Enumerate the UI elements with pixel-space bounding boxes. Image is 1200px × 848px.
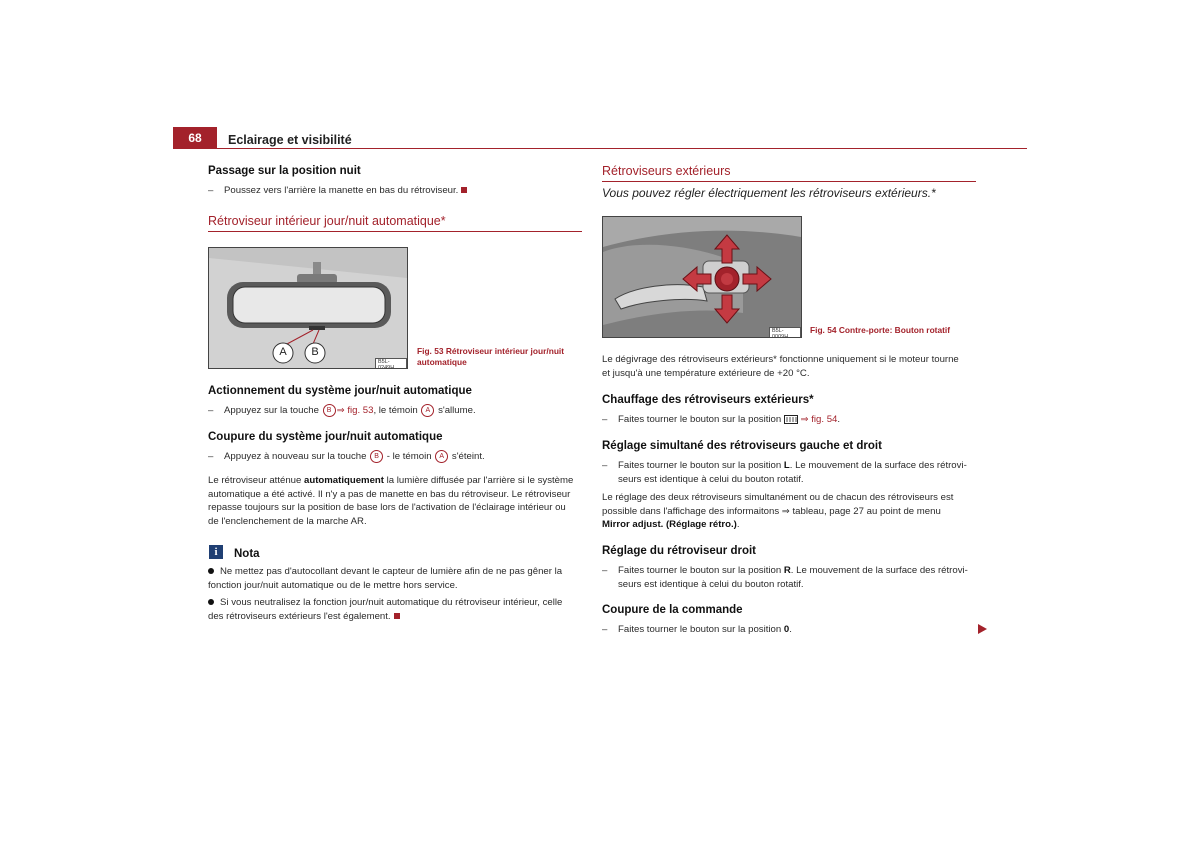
position-0-symbol: 0 (783, 624, 790, 635)
rotary-knob-illustration (603, 217, 801, 337)
figure-code: B5L-0009H (769, 327, 801, 338)
list-item: – Appuyez à nouveau sur la touche B - le témoin A s'éteint. (208, 451, 485, 463)
section-title-control-off: Coupure de la commande (602, 604, 743, 616)
position-r-symbol: R (783, 565, 791, 576)
section-rule (602, 181, 976, 182)
section-title-deactivation: Coupure du système jour/nuit automatique (208, 431, 443, 443)
chapter-title: Eclairage et visibilité (228, 133, 352, 147)
note-item: Ne mettez pas d'autocollant devant le capteur de lumière afin de ne pas gêner la fonction jour/nuit automatique ou de le mettre hors service. (208, 566, 563, 591)
bullet-icon (208, 568, 214, 574)
info-icon: i (209, 545, 223, 559)
indicator-a-symbol: A (421, 404, 434, 417)
section-title-exterior-mirrors: Rétroviseurs extérieurs (602, 164, 731, 178)
figure-link[interactable]: ⇒ fig. 54 (800, 414, 838, 425)
list-item: – Faites tourner le bouton sur la position 0. (602, 624, 792, 635)
list-item: – Faites tourner le bouton sur la position R. Le mouvement de la surface des rétrovi- seurs est identique à celui du bouton rotatif. (602, 565, 968, 590)
section-title-auto-mirror: Rétroviseur intérieur jour/nuit automatique* (208, 214, 446, 228)
list-item: – Faites tourner le bouton sur la position ⇒ fig. 54. (602, 414, 841, 425)
figure-link[interactable]: ⇒ fig. 53 (336, 405, 374, 417)
figure-code: B5L-0249H (375, 358, 407, 369)
section-title-night-position: Passage sur la position nuit (208, 165, 361, 177)
end-mark-icon (394, 613, 400, 619)
list-item: – Appuyez sur la touche B ⇒ fig. 53, le témoin A s'allume. (208, 405, 476, 417)
note-item: Si vous neutralisez la fonction jour/nuit automatique du rétroviseur intérieur, celle des rétroviseurs extérieurs l'est également. (208, 597, 563, 622)
section-subtitle: Vous pouvez régler électriquement les rétroviseurs extérieurs.* (602, 186, 936, 200)
position-l-symbol: L (783, 460, 790, 471)
section-title-heating: Chauffage des rétroviseurs extérieurs* (602, 394, 814, 406)
continue-arrow-icon[interactable] (978, 624, 987, 634)
section-title-simultaneous: Réglage simultané des rétroviseurs gauche et droit (602, 440, 882, 452)
auto-dimming-paragraph: Le rétroviseur atténue automatiquement la lumière diffusée par l'arrière si le système automatique a été activé. Il n'y a pas de manette en bas du rétroviseur. Le rétroviseur repasse toujours sur la position de base lors de l'activation de l'éclairage intérieur ou de l'enclenchement de la marche AR. (208, 475, 574, 527)
figure-53-caption: Fig. 53 Rétroviseur intérieur jour/nuit automatique (417, 346, 565, 367)
note-title: Nota (234, 548, 260, 560)
list-item: – Poussez vers l'arrière la manette en bas du rétroviseur. (208, 184, 467, 198)
section-title-right-mirror: Réglage du rétroviseur droit (602, 545, 757, 557)
header-rule (217, 148, 1027, 149)
button-b-symbol: B (370, 450, 383, 463)
button-b-symbol: B (323, 404, 336, 417)
list-item: – Faites tourner le bouton sur la position L. Le mouvement de la surface des rétrovi- seurs est identique à celui du bouton rotatif. (602, 460, 967, 485)
end-mark-icon (461, 187, 467, 193)
figure-54-caption: Fig. 54 Contre-porte: Bouton rotatif (810, 325, 951, 335)
section-title-activation: Actionnement du système jour/nuit automatique (208, 385, 472, 397)
heating-intro-paragraph: Le dégivrage des rétroviseurs extérieurs* fonctionne uniquement si le moteur tourne et jusqu'à une température extérieure de +20 °C. (602, 354, 959, 379)
heating-symbol-icon (784, 415, 798, 424)
callout-b-label: B (311, 346, 319, 358)
figure-54-door-panel (602, 216, 802, 338)
indicator-a-symbol: A (435, 450, 448, 463)
simultaneous-paragraph: Le réglage des deux rétroviseurs simultanément ou de chacun des rétroviseurs est possible dans l'affichage des informaitons ⇒ tableau, page 27 au point de menu Mirror adjust. (Réglage rétro.). (602, 492, 954, 531)
callout-a-label: A (279, 346, 287, 358)
bullet-icon (208, 599, 214, 605)
figure-53-interior-mirror (208, 247, 408, 369)
page-number: 68 (173, 127, 217, 149)
section-rule (208, 231, 582, 232)
